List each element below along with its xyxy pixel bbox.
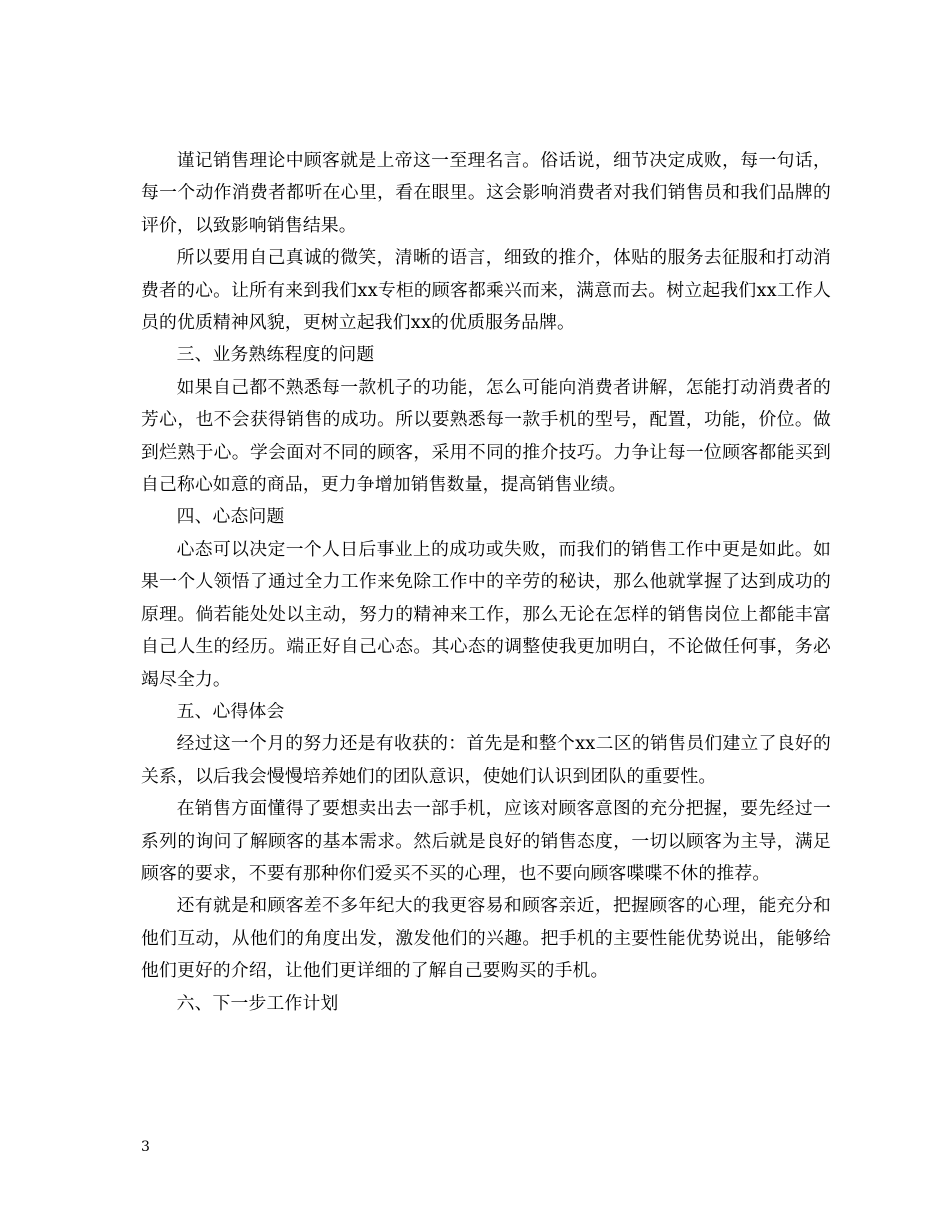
paragraph-customer-is-god: 谨记销售理论中顾客就是上帝这一至理名言。俗话说，细节决定成败，每一句话，每一个动作消费者都听在心里，看在眼里。这会影响消费者对我们销售员和我们品牌的评价，以致影响销售结果。 (141, 150, 831, 236)
heading-section-4: 四、心态问题 (176, 506, 285, 528)
paragraph-product-knowledge: 如果自己都不熟悉每一款机子的功能，怎么可能向消费者讲解，怎能打动消费者的芳心，也不会获得销售的成功。所以要熟悉每一款手机的型号，配置，功能，价位。做到烂熟于心。学会面对不同的顾客，采用不同的推介技巧。力争让每一位顾客都能买到自己称心如意的商品，更力争增加销售数量，提高销售业绩。 (141, 376, 831, 496)
paragraph-sales-understanding: 在销售方面懂得了要想卖出去一部手机，应该对顾客意图的充分把握，要先经过一系列的询问了解顾客的基本需求。然后就是良好的销售态度，一切以顾客为主导，满足顾客的要求，不要有那种你们爱买不买的心理，也不要向顾客喋喋不休的推荐。 (141, 798, 831, 884)
heading-section-6: 六、下一步工作计划 (176, 992, 339, 1014)
document-body (141, 145, 831, 1020)
heading-section-3: 三、业务熟练程度的问题 (176, 344, 375, 366)
heading-section-5: 五、心得体会 (176, 700, 285, 722)
paragraph-age-advantage: 还有就是和顾客差不多年纪大的我更容易和顾客亲近，把握顾客的心理，能充分和他们互动，从他们的角度出发，激发他们的兴趣。把手机的主要性能优势说出，能够给他们更好的介绍，让他们更详细的了解自己要购买的手机。 (141, 895, 831, 982)
paragraph-attitude: 心态可以决定一个人日后事业上的成功或失败，而我们的销售工作中更是如此。如果一个人领悟了通过全力工作来免除工作中的辛劳的秘诀，那么他就掌握了达到成功的原理。倘若能处处以主动，努力的精神来工作，那么无论在怎样的销售岗位上都能丰富自己人生的经历。端正好自己心态。其心态的调整使我更加明白，不论做任何事，务必竭尽全力。 (141, 538, 831, 690)
paragraph-harvest: 经过这一个月的努力还是有收获的：首先是和整个xx二区的销售员们建立了良好的关系，以后我会慢慢培养她们的团队意识，使她们认识到团队的重要性。 (141, 733, 831, 787)
paragraph-sincere-smile: 所以要用自己真诚的微笑，清晰的语言，细致的推介，体贴的服务去征服和打动消费者的心。让所有来到我们xx专柜的顾客都乘兴而来，满意而去。树立起我们xx工作人员的优质精神风貌，更树立起我们xx的优质服务品牌。 (141, 247, 831, 334)
page-number: 3 (141, 1139, 150, 1155)
